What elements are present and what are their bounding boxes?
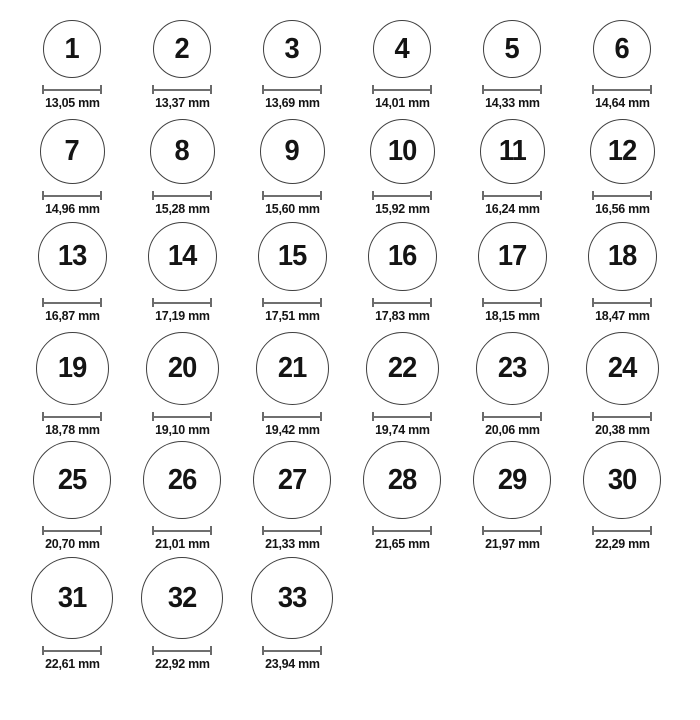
ring-size-cell: [457, 20, 567, 110]
ring-size-circle: [260, 119, 325, 184]
diameter-label: 21,97 mm: [484, 536, 540, 551]
diameter-ruler-icon: [42, 412, 102, 421]
ring-size-circle: [586, 332, 659, 405]
diameter-label: 15,92 mm: [374, 201, 430, 216]
ring-size-number: 10: [387, 135, 417, 167]
diameter-label: 19,42 mm: [264, 422, 320, 437]
diameter-label: 13,37 mm: [154, 95, 210, 110]
ring-size-circle: [590, 119, 655, 184]
diameter-ruler-icon: [372, 85, 432, 94]
ring-size-row: [0, 441, 700, 551]
ring-size-cell: [127, 20, 237, 110]
ring-size-cell: [347, 332, 457, 437]
ring-size-row: [0, 222, 700, 323]
ring-size-number: 14: [167, 240, 197, 272]
ring-size-circle: [153, 20, 211, 78]
ring-size-circle: [473, 441, 551, 519]
diameter-ruler-icon: [152, 526, 212, 535]
ring-size-number: 7: [64, 135, 80, 167]
ring-size-circle: [583, 441, 661, 519]
ring-size-chart: [0, 20, 700, 720]
diameter-ruler-icon: [152, 85, 212, 94]
ring-size-number: 4: [394, 32, 410, 65]
diameter-label: 20,38 mm: [594, 422, 650, 437]
ring-size-cell: [127, 332, 237, 437]
diameter-ruler-icon: [262, 412, 322, 421]
diameter-label: 14,64 mm: [594, 95, 650, 110]
ring-size-cell: [17, 557, 127, 671]
diameter-ruler-icon: [42, 646, 102, 655]
diameter-label: 23,94 mm: [264, 656, 320, 671]
diameter-ruler-icon: [262, 191, 322, 200]
diameter-ruler-icon: [592, 191, 652, 200]
ring-size-circle: [483, 20, 541, 78]
ring-size-number: 33: [277, 581, 307, 614]
ring-size-number: 17: [497, 240, 527, 272]
ring-size-cell: [567, 119, 677, 216]
diameter-ruler-icon: [262, 85, 322, 94]
ring-size-number: 22: [387, 352, 417, 384]
diameter-label: 19,74 mm: [374, 422, 430, 437]
diameter-ruler-icon: [152, 646, 212, 655]
ring-size-number: 26: [167, 463, 197, 496]
ring-size-cell: [237, 557, 347, 671]
ring-size-cell: [457, 441, 567, 551]
diameter-ruler-icon: [482, 85, 542, 94]
diameter-ruler-icon: [262, 526, 322, 535]
diameter-label: 13,05 mm: [44, 95, 100, 110]
ring-size-cell: [567, 222, 677, 323]
diameter-ruler-icon: [372, 191, 432, 200]
diameter-label: 20,06 mm: [484, 422, 540, 437]
ring-size-row: [0, 20, 700, 110]
ring-size-cell: [17, 441, 127, 551]
diameter-ruler-icon: [372, 298, 432, 307]
ring-size-cell: [237, 222, 347, 323]
ring-size-number: 9: [284, 135, 300, 167]
ring-size-circle: [373, 20, 431, 78]
diameter-ruler-icon: [42, 85, 102, 94]
ring-size-row: [0, 557, 700, 671]
ring-size-circle: [143, 441, 221, 519]
diameter-ruler-icon: [152, 412, 212, 421]
ring-size-cell: [237, 332, 347, 437]
ring-size-number: 13: [57, 240, 87, 272]
ring-size-circle: [36, 332, 109, 405]
diameter-label: 18,78 mm: [44, 422, 100, 437]
diameter-label: 15,28 mm: [154, 201, 210, 216]
ring-size-number: 30: [607, 463, 637, 496]
diameter-ruler-icon: [152, 298, 212, 307]
ring-size-cell: [347, 222, 457, 323]
diameter-label: 22,61 mm: [44, 656, 100, 671]
ring-size-circle: [141, 557, 223, 639]
ring-size-cell: [347, 441, 457, 551]
ring-size-cell: [457, 332, 567, 437]
diameter-label: 14,96 mm: [44, 201, 100, 216]
ring-size-cell: [127, 222, 237, 323]
diameter-ruler-icon: [592, 298, 652, 307]
ring-size-number: 28: [387, 463, 417, 496]
ring-size-number: 24: [607, 352, 637, 384]
ring-size-circle: [476, 332, 549, 405]
ring-size-circle: [370, 119, 435, 184]
ring-size-circle: [150, 119, 215, 184]
diameter-label: 21,33 mm: [264, 536, 320, 551]
ring-size-cell: [457, 222, 567, 323]
ring-size-number: 12: [607, 135, 637, 167]
ring-size-number: 32: [167, 581, 197, 614]
ring-size-number: 21: [277, 352, 307, 384]
ring-size-circle: [146, 332, 219, 405]
diameter-label: 21,65 mm: [374, 536, 430, 551]
ring-size-cell: [127, 557, 237, 671]
ring-size-number: 6: [614, 32, 630, 65]
ring-size-number: 8: [174, 135, 190, 167]
ring-size-cell: [567, 332, 677, 437]
diameter-label: 19,10 mm: [154, 422, 210, 437]
ring-size-cell: [237, 20, 347, 110]
ring-size-circle: [368, 222, 437, 291]
diameter-label: 20,70 mm: [44, 536, 100, 551]
diameter-ruler-icon: [42, 298, 102, 307]
ring-size-number: 1: [64, 32, 80, 65]
diameter-label: 18,15 mm: [484, 308, 540, 323]
ring-size-cell: [17, 332, 127, 437]
ring-size-number: 11: [498, 135, 526, 167]
ring-size-circle: [366, 332, 439, 405]
diameter-label: 14,01 mm: [374, 95, 430, 110]
ring-size-cell: [127, 441, 237, 551]
diameter-label: 15,60 mm: [264, 201, 320, 216]
ring-size-number: 25: [57, 463, 87, 496]
ring-size-cell: [567, 441, 677, 551]
diameter-ruler-icon: [372, 526, 432, 535]
ring-size-circle: [593, 20, 651, 78]
ring-size-circle: [40, 119, 105, 184]
diameter-label: 14,33 mm: [484, 95, 540, 110]
ring-size-circle: [478, 222, 547, 291]
ring-size-number: 29: [497, 463, 527, 496]
diameter-ruler-icon: [372, 412, 432, 421]
diameter-label: 16,56 mm: [594, 201, 650, 216]
ring-size-row: [0, 332, 700, 437]
ring-size-circle: [38, 222, 107, 291]
diameter-ruler-icon: [482, 298, 542, 307]
ring-size-cell: [17, 119, 127, 216]
diameter-label: 18,47 mm: [594, 308, 650, 323]
diameter-ruler-icon: [262, 298, 322, 307]
ring-size-number: 18: [607, 240, 637, 272]
ring-size-cell: [127, 119, 237, 216]
ring-size-number: 20: [167, 352, 197, 384]
ring-size-cell: [457, 119, 567, 216]
diameter-ruler-icon: [152, 191, 212, 200]
ring-size-number: 31: [57, 581, 87, 614]
diameter-ruler-icon: [262, 646, 322, 655]
ring-size-number: 3: [284, 32, 300, 65]
diameter-label: 13,69 mm: [264, 95, 320, 110]
ring-size-number: 2: [174, 32, 190, 65]
ring-size-cell: [17, 20, 127, 110]
diameter-ruler-icon: [482, 526, 542, 535]
diameter-ruler-icon: [592, 85, 652, 94]
ring-size-number: 5: [504, 32, 520, 65]
diameter-label: 22,92 mm: [154, 656, 210, 671]
diameter-ruler-icon: [592, 412, 652, 421]
diameter-label: 17,83 mm: [374, 308, 430, 323]
ring-size-cell: [237, 119, 347, 216]
ring-size-circle: [33, 441, 111, 519]
diameter-ruler-icon: [42, 526, 102, 535]
diameter-label: 17,19 mm: [154, 308, 210, 323]
diameter-label: 16,24 mm: [484, 201, 540, 216]
ring-size-circle: [480, 119, 545, 184]
ring-size-circle: [148, 222, 217, 291]
ring-size-circle: [251, 557, 333, 639]
diameter-ruler-icon: [482, 412, 542, 421]
ring-size-cell: [347, 119, 457, 216]
diameter-label: 21,01 mm: [154, 536, 210, 551]
diameter-ruler-icon: [42, 191, 102, 200]
ring-size-circle: [263, 20, 321, 78]
ring-size-cell: [17, 222, 127, 323]
ring-size-number: 19: [57, 352, 87, 384]
diameter-label: 16,87 mm: [44, 308, 100, 323]
ring-size-number: 23: [497, 352, 527, 384]
ring-size-row: [0, 119, 700, 216]
ring-size-circle: [253, 441, 331, 519]
ring-size-circle: [43, 20, 101, 78]
ring-size-number: 15: [277, 240, 307, 272]
diameter-ruler-icon: [592, 526, 652, 535]
ring-size-cell: [567, 20, 677, 110]
ring-size-circle: [258, 222, 327, 291]
ring-size-circle: [363, 441, 441, 519]
ring-size-circle: [588, 222, 657, 291]
diameter-label: 17,51 mm: [264, 308, 320, 323]
ring-size-number: 27: [277, 463, 307, 496]
ring-size-cell: [347, 20, 457, 110]
ring-size-number: 16: [387, 240, 417, 272]
diameter-ruler-icon: [482, 191, 542, 200]
ring-size-circle: [31, 557, 113, 639]
ring-size-cell: [237, 441, 347, 551]
ring-size-circle: [256, 332, 329, 405]
diameter-label: 22,29 mm: [594, 536, 650, 551]
